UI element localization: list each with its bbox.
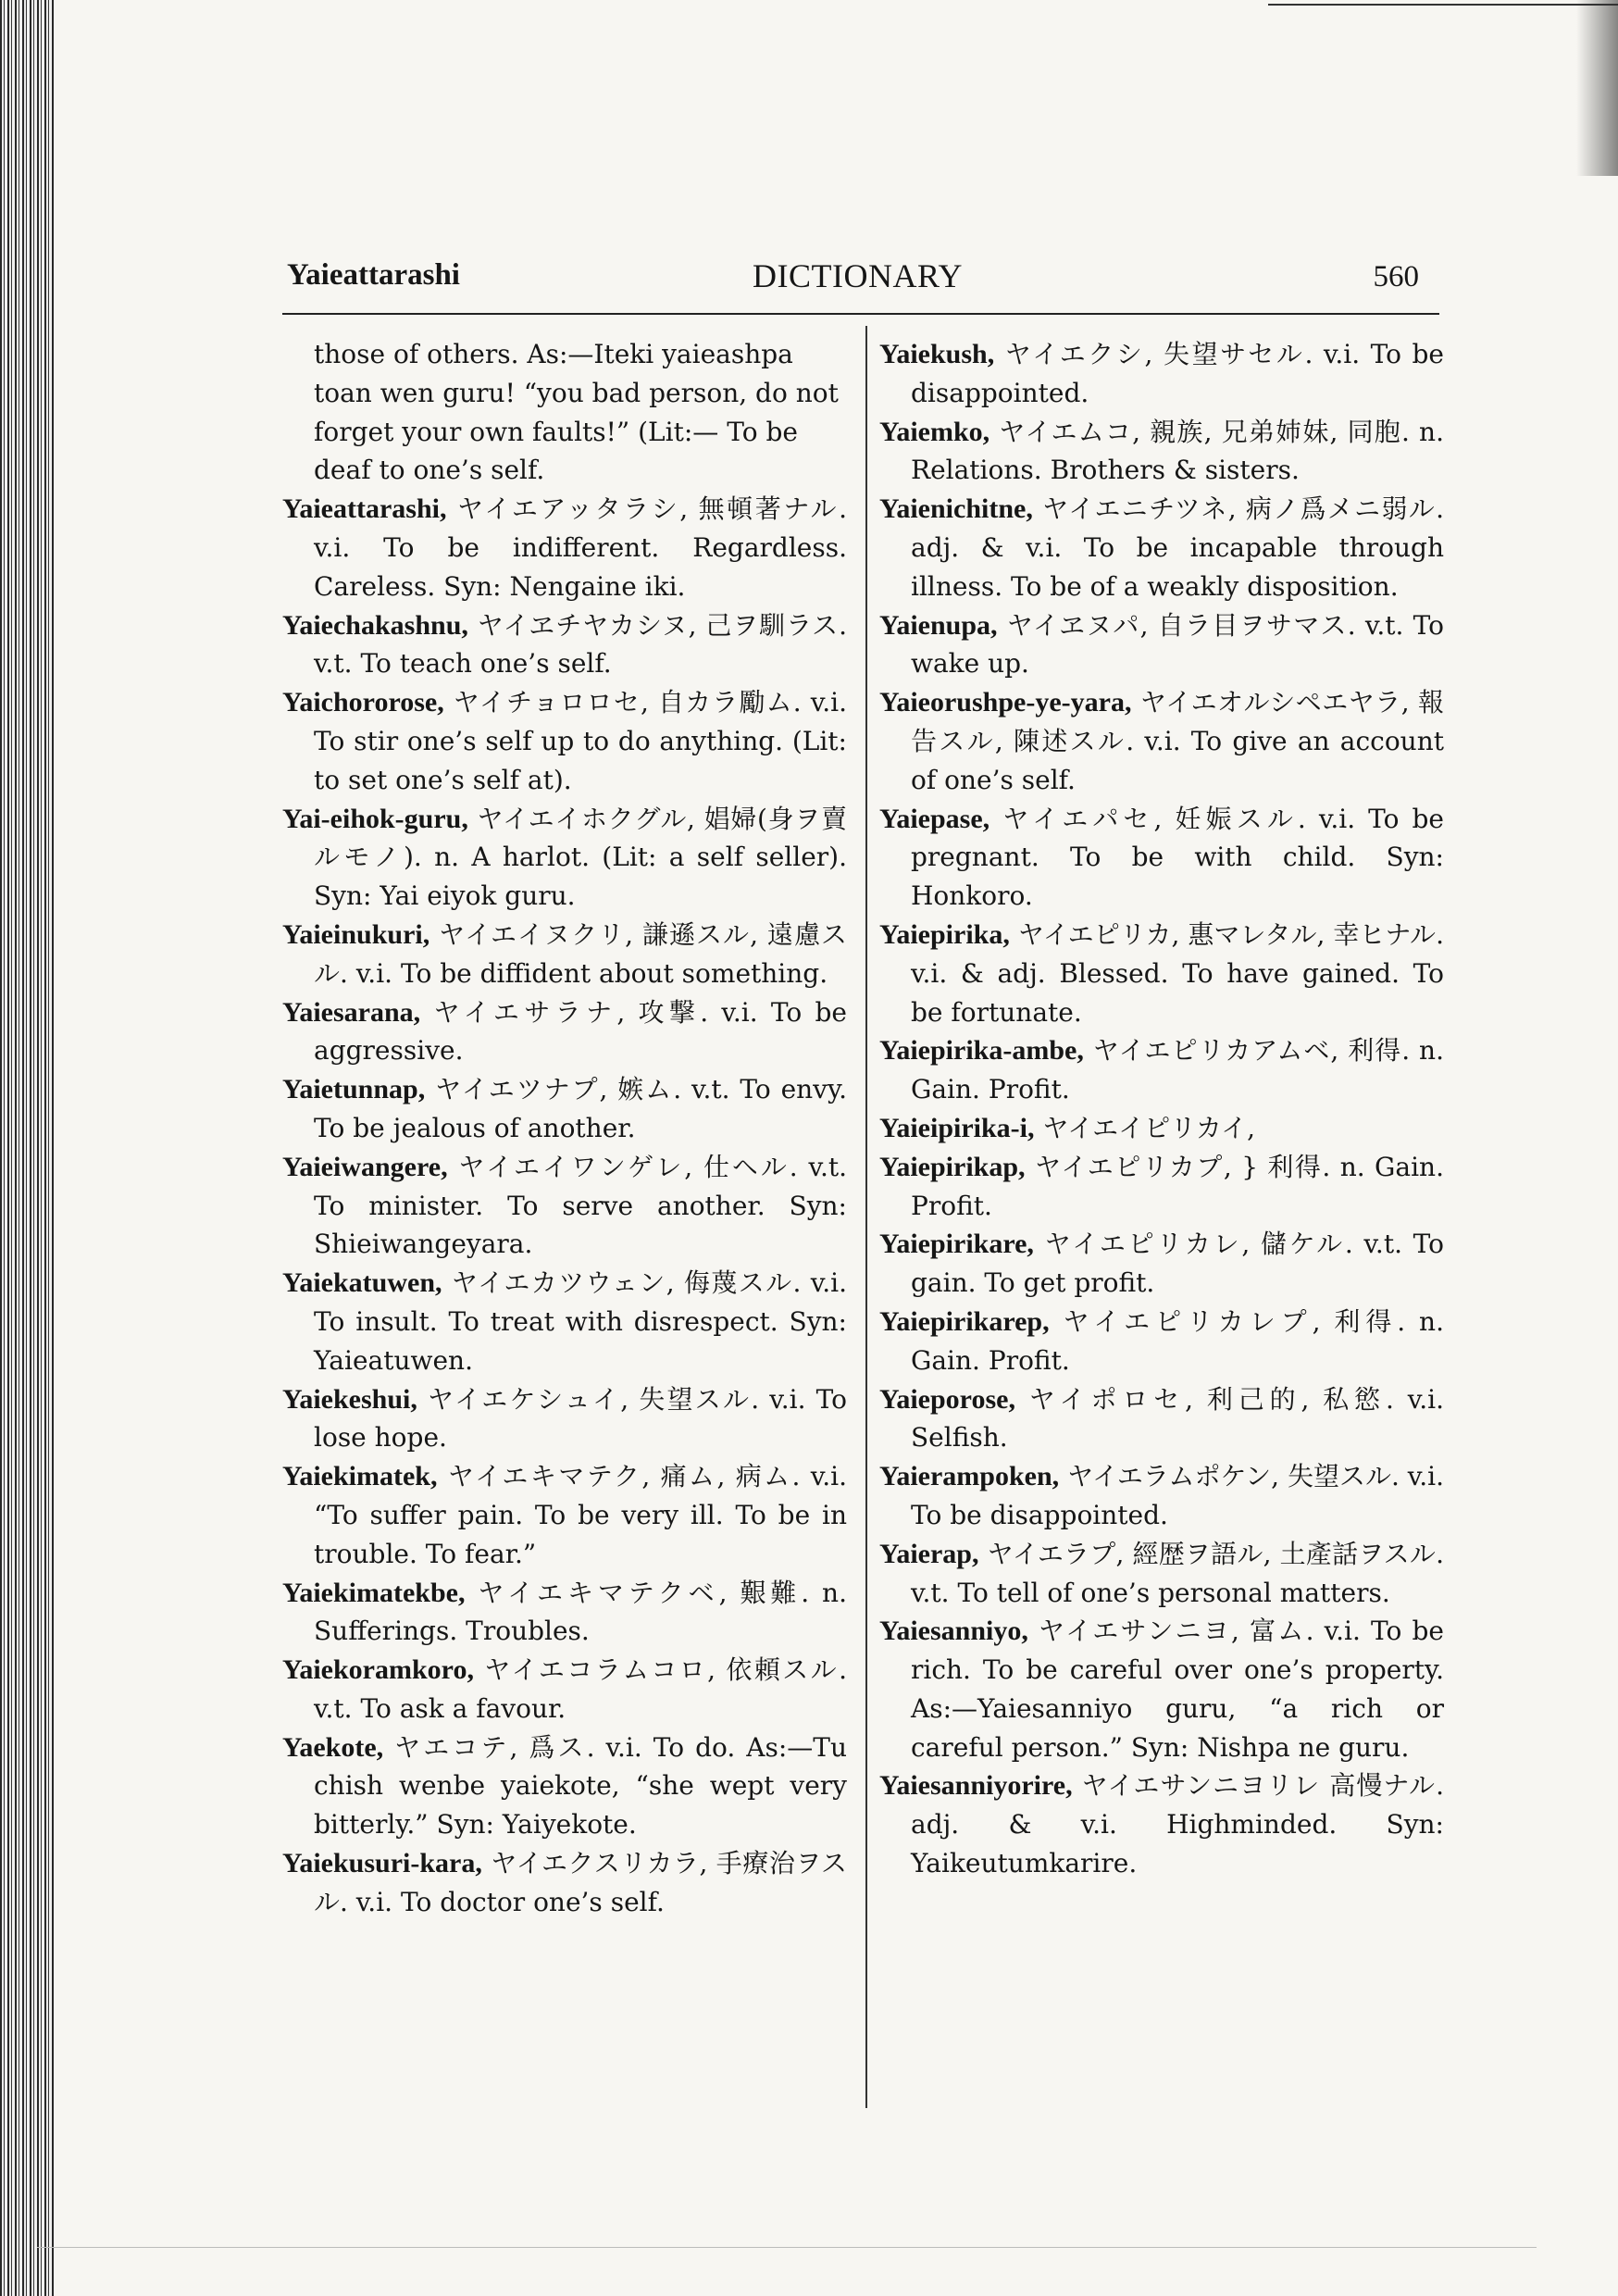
book-spine-shadow [0,0,54,2296]
dictionary-entry [879,1148,1444,1226]
dictionary-entry [879,490,1444,605]
entry-text: ヤイエイワンゲレ, 仕ヘル. v.t. To minister. To serve another. Syn: Shieiwangeyara. [314,1151,847,1260]
headword: Yaekote, [282,1731,384,1763]
entry-text: ヤイエムコ, 親族, 兄弟姉妹, 同胞. n. Relations. Brothers & sisters. [911,416,1444,486]
headword: Yaiekush, [879,339,995,369]
headword: Yaieipirika-i, [879,1112,1035,1143]
entry-text: ヤイエピリカプ, } 利得. n. Gain. Profit. [911,1151,1444,1221]
entry-text: ヤイエコラムコロ, 依頼スル. v.t. To ask a favour. [314,1654,847,1724]
entry-text: ヤイエピリカアムベ, 利得. n. Gain. Profit. [911,1035,1444,1105]
dictionary-entry [282,1651,847,1728]
headword: Yaiepirikare, [879,1229,1034,1260]
headword: Yaierap, [879,1538,979,1569]
headword: Yaieattarashi, [282,493,447,525]
dictionary-entry [879,1612,1444,1766]
headword: Yaienichitne, [879,493,1033,525]
entry-text: ヤイエキマテクベ, 艱難. n. Sufferings. Troubles. [314,1577,847,1647]
dictionary-entry [879,1031,1444,1109]
entry-text: ヤイエクスリカラ, 手療治ヲスル. v.i. To doctor one’s self. [314,1848,847,1917]
guide-word: Yaieattarashi [287,258,460,292]
entry-text: ヤイエピリカ, 惠マレタル, 幸ヒナル. v.i. & adj. Blessed. To have gained. To be fortunate. [911,918,1444,1028]
entry-text: ヤイエカツウェン, 侮蔑スル. v.i. To insult. To treat with disrespect. Syn: Yaieatuwen. [314,1267,847,1376]
headword: Yaiesarana, [282,996,421,1028]
entry-text: ヤイエラムポケン, 失望スル. v.i. To be disappointed. [911,1461,1445,1530]
entry-text: ヤイポロセ, 利己的, 私慾. v.i. Selfish. [911,1383,1444,1454]
entry-text: ヤエコテ, 爲ス. v.i. To do. As:—Tu chish wenbe yaiekote, “she wept very bitterly.” Syn: Yaiyekote. [314,1731,847,1841]
headword: Yaieorushpe-ye-yara, [879,687,1132,718]
entry-text: ヤイチョロロセ, 自カラ勵ム. v.i. To stir one’s self up to do anything. (Lit: to set one’s self at). [314,687,847,795]
entry-text: ヤイエツナプ, 嫉ム. v.t. To envy. To be jealous of another. [314,1074,847,1143]
dictionary-entry [879,916,1444,1031]
headword: Yaichororose, [282,687,444,718]
dictionary-entry [879,413,1444,491]
entry-text: ヤイエケシュイ, 失望スル. v.i. To lose hope. [314,1383,847,1454]
dictionary-entry [879,335,1444,413]
dictionary-entry [282,1070,847,1148]
dictionary-entry [282,1844,847,1922]
entry-text: ヤイエラプ, 經歴ヲ語ル, 土產話ヲスル. v.t. To tell of one’s personal matters. [911,1538,1444,1608]
entry-text: ヤイエイピリカイ, [1042,1112,1255,1143]
entry-text: ヤイエオルシペエヤラ, 報告スル, 陳述スル. v.i. To give an account of one’s self. [911,687,1444,795]
entry-text: ヤイエピリカレプ, 利得. n. Gain. Profit. [911,1305,1444,1376]
headword: Yaietunnap, [282,1074,426,1105]
entry-text: ヤイヱヌパ, 自ラ目ヲサマス. v.t. To wake up. [911,609,1444,680]
entry-text: ヤイエサラナ, 攻撃. v.i. To be aggressive. [314,996,847,1067]
headword: Yaienupa, [879,609,998,641]
headword: Yaieporose, [879,1383,1015,1415]
headword: Yaiepirikap, [879,1151,1026,1182]
entry-text: ヤイエイホクグル, 娼婦(身ヲ賣ルモノ). n. A harlot. (Lit: a self seller). Syn: Yai eiyok guru. [314,803,847,912]
dictionary-entry [282,1264,847,1379]
entry-text: ヤイエクシ, 失望サセル. v.i. To be disappointed. [911,339,1444,408]
dictionary-entry [879,1457,1444,1535]
headword: Yaiechakashnu, [282,609,468,641]
dictionary-entry [879,1303,1444,1380]
headword: Yaiekeshui, [282,1383,417,1415]
headword: Yaiekimatekbe, [282,1577,466,1608]
page-number: 560 [1373,260,1419,293]
dictionary-entry [282,490,847,605]
left-column [282,335,847,1922]
top-edge-line [1268,4,1618,6]
headword: Yaiemko, [879,416,990,447]
dictionary-entry [282,606,847,684]
dictionary-entry [282,683,847,799]
column-divider [865,326,867,2108]
header-rule [282,313,1439,315]
entry-text: ヤイエアッタラシ, 無頓著ナル. v.i. To be indifferent. Regardless. Careless. Syn: Nengaine iki. [314,493,847,602]
dictionary-entry [879,800,1444,916]
headword: Yaiekimatek, [282,1461,438,1492]
entry-text: ヤイエサンニヨリレ 高慢ナル. adj. & v.i. Highminded. Syn: Yaikeutumkarire. [911,1770,1444,1879]
dictionary-entry [879,1766,1444,1882]
dictionary-entry [879,606,1444,684]
entry-text: ヤイエサンニヨ, 富ム. v.i. To be rich. To be careful over one’s property. As:—Yaiesanniyo guru, “a rich or careful person.” Syn: Nishpa ne guru. [911,1616,1444,1763]
headword: Yaiepase, [879,803,990,834]
headword: Yaiepirikarep, [879,1305,1050,1337]
headword: Yaiepirika, [879,918,1010,950]
headword: Yaiepirika-ambe, [879,1035,1084,1067]
continuation-text: those of others. As:—Iteki yaieashpa toan wen guru! “you bad person, do not forget your own faults!” (Lit:— To be deaf to one’s self. [314,339,839,486]
dictionary-entry [879,1535,1444,1613]
headword: Yai-eihok-guru, [282,803,468,834]
entry-text: ヤイエニチツネ, 病ノ爲メニ弱ル. adj. & v.i. To be incapable through illness. To be of a weakly disposition. [911,493,1444,602]
page-title: DICTIONARY [753,257,963,294]
entry-text: ヤイエピリカレ, 儲ケル. v.t. To gain. To get profit. [911,1229,1444,1299]
dictionary-entry [282,1574,847,1652]
dictionary-entry [282,1728,847,1844]
headword: Yaiesanniyo, [879,1616,1028,1647]
bottom-edge-line [37,2247,1537,2248]
dictionary-entry [282,1380,847,1458]
dictionary-entry [879,1380,1444,1458]
entry-text: ヤイエキマテク, 痛ム, 病ム. v.i. “To suffer pain. To be very ill. To be in trouble. To fear.” [314,1461,848,1569]
right-column [879,335,1444,1883]
entry-text: ヤイエパセ, 妊娠スル. v.i. To be pregnant. To be with child. Syn: Honkoro. [911,803,1444,912]
dictionary-entry [879,1109,1444,1148]
dictionary-entry [879,683,1444,799]
page-header [282,253,1439,318]
headword: Yaiekatuwen, [282,1267,442,1299]
headword: Yaierampoken, [879,1461,1060,1492]
headword: Yaieinukuri, [282,918,430,950]
page-corner-shadow [1576,0,1618,176]
entry-text: ヤイヱチヤカシヌ, 己ヲ馴ラス. v.t. To teach one’s self. [314,609,847,680]
headword: Yaiekusuri-kara, [282,1848,482,1879]
headword: Yaiekoramkoro, [282,1654,474,1686]
dictionary-entry [879,1225,1444,1303]
headword: Yaieiwangere, [282,1151,448,1182]
dictionary-entry [282,800,847,916]
dictionary-entry [282,1148,847,1264]
dictionary-entry [282,993,847,1071]
entry-text: ヤイエイヌクリ, 謙遜スル, 遠慮スル. v.i. To be diffident about something. [314,918,847,989]
dictionary-entry [282,1457,847,1573]
headword: Yaiesanniyorire, [879,1770,1073,1802]
dictionary-entry [282,916,847,993]
